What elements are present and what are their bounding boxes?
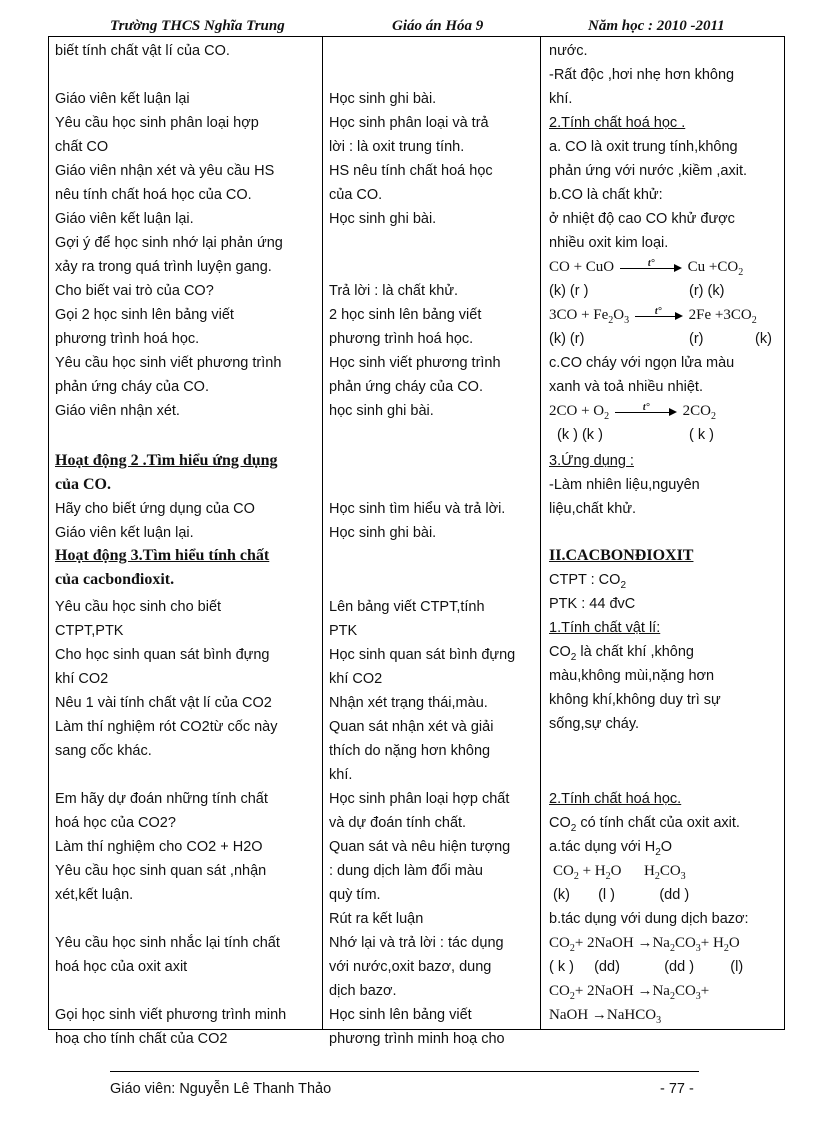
equation-co-fe2o3 [549, 306, 757, 324]
equation-naoh-nahco3: NaOH →NaHCO$_3$ [549, 1007, 662, 1026]
teacher-line: Yêu cầu học sinh nhắc lại tính chất [55, 935, 280, 951]
content-line: nhiều oxit kim loại. [549, 235, 669, 251]
equation-co2-h2o: $CO_2 + H_2O$ $H_2CO_3$ [553, 863, 686, 882]
content-subheading: 2.Tính chất hoá học . [549, 115, 686, 131]
teacher-line: Nêu 1 vài tính chất vật lí của CO2 [55, 695, 272, 711]
equation-co-o2 [549, 402, 716, 420]
page-number: - 77 - [660, 1081, 694, 1097]
content-line: ở nhiệt độ cao CO khử được [549, 211, 735, 227]
content-line: b.CO là chất khử: [549, 187, 663, 203]
activity-2-heading-cont: của CO. [55, 476, 111, 493]
activity-3-heading: Hoạt động 3.Tìm hiểu tính chất [55, 547, 270, 564]
state-labels: (k) [755, 331, 772, 347]
column-divider-2 [540, 36, 541, 1029]
eq-products: $2Fe +3CO_2$ [688, 307, 757, 326]
teacher-line: Yêu cầu học sinh phân loại hợp [55, 115, 259, 131]
header-subject: Giáo án Hóa 9 [392, 18, 484, 34]
teacher-line: chất CO [55, 139, 109, 155]
student-line: của CO. [329, 187, 383, 203]
teacher-line: Hãy cho biết ứng dụng của CO [55, 501, 255, 517]
activity-2-heading: Hoạt động 2 .Tìm hiểu ứng dụng [55, 452, 278, 469]
teacher-line: xét,kết luận. [55, 887, 134, 903]
student-line: Học sinh ghi bài. [329, 91, 437, 107]
teacher-line: xảy ra trong quá trình luyện gang. [55, 259, 272, 275]
content-line: $CO_2$ có tính chất của oxit axit. [549, 815, 740, 834]
teacher-line: Cho biết vai trò của CO? [55, 283, 214, 299]
student-line: Nhận xét trạng thái,màu. [329, 695, 488, 711]
teacher-line: khí CO2 [55, 671, 109, 687]
content-line: liệu,chất khử. [549, 501, 637, 517]
teacher-line: biết tính chất vật lí của CO. [55, 43, 230, 59]
teacher-line: Làm thí nghiệm cho CO2 + H2O [55, 839, 263, 855]
state-labels: (r) [689, 331, 704, 347]
student-line: với nước,oxit bazơ, dung [329, 959, 492, 975]
state-labels: (k) (l ) (dd ) [553, 887, 690, 903]
teacher-line: hoạ cho tính chất của CO2 [55, 1031, 228, 1047]
student-line: Học sinh viết phương trình [329, 355, 501, 371]
column-divider-1 [322, 36, 323, 1029]
lesson-table [48, 36, 785, 1047]
teacher-line: CTPT,PTK [55, 623, 124, 639]
header-school: Trường THCS Nghĩa Trung [110, 18, 285, 34]
teacher-line: phản ứng cháy của CO. [55, 379, 209, 395]
content-line: không khí,không duy trì sự [549, 692, 721, 708]
student-line: Quan sát và nêu hiện tượng [329, 839, 511, 855]
content-line: -Làm nhiên liệu,nguyên [549, 477, 700, 493]
student-line: Học sinh ghi bài. [329, 525, 437, 541]
formula-line: CTPT : $CO_2$ [549, 572, 626, 591]
teacher-line: Gợi ý để học sinh nhớ lại phản ứng [55, 235, 283, 251]
state-labels: ( k ) (dd) (dd ) (l) [549, 959, 744, 975]
teacher-line: Em hãy dự đoán những tính chất [55, 791, 268, 807]
eq-products: $2CO_2$ [682, 403, 716, 422]
teacher-line: phương trình hoá học. [55, 331, 200, 347]
student-line: Học sinh tìm hiểu và trả lời. [329, 501, 506, 517]
teacher-line: Giáo viên nhận xét và yêu cầu HS [55, 163, 275, 179]
eq-products: $Cu +CO_2$ [687, 259, 744, 278]
eq-reactants: $3CO + Fe_2O_3$ [549, 307, 630, 326]
teacher-line: nêu tính chất hoá học của CO. [55, 187, 252, 203]
content-line: a.tác dụng với $H_2O$ [549, 839, 673, 858]
eq-reactants: $2CO + O_2$ [549, 403, 610, 422]
state-labels: (r) (k) [689, 283, 725, 299]
teacher-line: Giáo viên nhận xét. [55, 403, 180, 419]
student-line: phản ứng cháy của CO. [329, 379, 483, 395]
teacher-line: Yêu cầu học sinh quan sát ,nhận [55, 863, 267, 879]
student-line: Học sinh phân loại và trả [329, 115, 489, 131]
student-line: và dự đoán tính chất. [329, 815, 467, 831]
teacher-line: hoá học của oxit axit [55, 959, 188, 975]
student-line: Học sinh quan sát bình đựng [329, 647, 516, 663]
student-line: thích do nặng hơn không [329, 743, 491, 759]
equation-co-cuo [549, 258, 743, 276]
arrow-icon [620, 257, 682, 274]
state-labels: (k ) (k ) [557, 427, 603, 443]
heat-label: t° [647, 257, 655, 269]
footer-teacher: Giáo viên: Nguyễn Lê Thanh Thảo [110, 1081, 332, 1097]
arrow-icon: t° [635, 310, 683, 322]
teacher-line: sang cốc khác. [55, 743, 152, 759]
student-line: HS nêu tính chất hoá học [329, 163, 493, 179]
eq-reactants: CO + CuO [549, 259, 615, 275]
teacher-line: Giáo viên kết luận lại. [55, 211, 194, 227]
content-line: màu,không mùi,nặng hơn [549, 668, 715, 684]
student-line: khí CO2 [329, 671, 383, 687]
teacher-line: Yêu cầu học sinh viết phương trình [55, 355, 282, 371]
student-line: quỳ tím. [329, 887, 381, 903]
content-line: -Rất độc ,hơi nhẹ hơn không [549, 67, 735, 83]
student-line: lời : là oxit trung tính. [329, 139, 465, 155]
teacher-line: Cho học sinh quan sát bình đựng [55, 647, 270, 663]
content-line: c.CO cháy với ngọn lửa màu [549, 355, 735, 371]
teacher-line: Giáo viên kết luận lại. [55, 525, 194, 541]
footer-rule [110, 1071, 699, 1072]
student-line: Quan sát nhận xét và giải [329, 719, 494, 735]
student-line: Học sinh phân loại hợp chất [329, 791, 510, 807]
content-subheading: 2.Tính chất hoá học. [549, 791, 682, 807]
activity-3-heading-cont: của cacbonđioxit. [55, 571, 175, 588]
student-line: dịch bazơ. [329, 983, 397, 999]
teacher-line: Làm thí nghiệm rót CO2từ cốc này [55, 719, 278, 735]
student-line: phương trình minh hoạ cho [329, 1031, 505, 1047]
teacher-line: Yêu cầu học sinh cho biết [55, 599, 222, 615]
page-header [110, 14, 746, 38]
student-line: Học sinh lên bảng viết [329, 1007, 472, 1023]
content-line: phản ứng với nước ,kiềm ,axit. [549, 163, 748, 179]
content-line: sống,sự cháy. [549, 716, 640, 732]
section-heading: II.CACBONĐIOXIT [549, 547, 694, 564]
student-line: Nhớ lại và trả lời : tác dụng [329, 935, 504, 951]
content-line: khí. [549, 91, 573, 107]
content-line: $CO_2$ là chất khí ,không [549, 644, 694, 663]
student-line: khí. [329, 767, 353, 783]
content-line: PTK : 44 đvC [549, 596, 636, 612]
student-line: 2 học sinh lên bảng viết [329, 307, 482, 323]
state-labels: (k) (r ) [549, 283, 589, 299]
equation-co2-naoh-2: $CO_2+$ 2NaOH $\to Na_2CO_3+$ [549, 983, 710, 1002]
state-labels: (k) (r) [549, 331, 585, 347]
content-line: nước. [549, 43, 588, 59]
equation-co2-naoh: $CO_2+$ 2NaOH $\to Na_2CO_3+ H_2O$ [549, 935, 740, 954]
student-line: Trả lời : là chất khử. [329, 283, 459, 299]
content-line: a. CO là oxit trung tính,không [549, 139, 738, 155]
content-line: xanh và toả nhiều nhiệt. [549, 379, 703, 395]
content-line: b.tác dụng với dung dịch bazơ: [549, 911, 749, 927]
student-line: phương trình hoá học. [329, 331, 474, 347]
header-year: Năm học : 2010 -2011 [588, 18, 725, 34]
content-subheading: 1.Tính chất vật lí: [549, 620, 661, 636]
student-line: : dung dịch làm đổi màu [329, 863, 483, 879]
student-line: PTK [329, 623, 358, 639]
student-line: Lên bảng viết CTPT,tính [329, 599, 485, 615]
student-line: học sinh ghi bài. [329, 403, 434, 419]
teacher-line: Gọi 2 học sinh lên bảng viết [55, 307, 234, 323]
teacher-line: Giáo viên kết luận lại [55, 91, 190, 107]
teacher-line: Gọi học sinh viết phương trình minh [55, 1007, 287, 1023]
arrow-icon: t° [615, 406, 677, 418]
teacher-line: hoá học của CO2? [55, 815, 176, 831]
state-labels: ( k ) [689, 427, 714, 443]
student-line: Rút ra kết luận [329, 911, 424, 927]
student-line: Học sinh ghi bài. [329, 211, 437, 227]
content-subheading: 3.Ứng dụng : [549, 453, 634, 469]
